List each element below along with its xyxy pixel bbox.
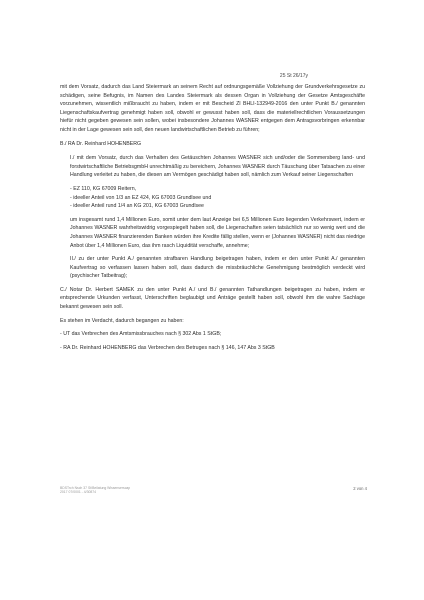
list-item: - EZ 110, KG 67009 Reitern, [70, 185, 137, 192]
paragraph-c: C./ Notar Dr. Herbert SAMEK zu den unter Punkt A./ und B./ genannten Tathandlungen beigetragen zu haben, indem er entsprechende Urkunden verfasst, Unterschriften beglaubigt und Anträge gestellt haben soll, obwohl ihm die wahre Sachlage bekannt gewesen sein soll. [60, 286, 365, 311]
property-list [70, 185, 365, 211]
footer-line: BDSTrch Nsch 37 St/Beilatung Wissenserscap [60, 486, 131, 490]
paragraph-vorsatz: mit dem Vorsatz, dadurch das Land Steiermark an seinem Recht auf ordnungsgemäße Vollziehung der Grundverkehrsgesetze zu schädigen, seine Befugnis, im Namen des Landes Steiermark als dessen Organ in Vollziehung der Gesetze Amtsgeschäfte vorzunehmen, wissentlich mißbraucht zu haben, indem er mit Bescheid Zl BHLI-132949-2016 den unter Punkt B./ genannten Liegenschaftskaufvertrag genehmigt haben soll, obwohl er gewusst haben soll, dass die materiellrechtlichen Voraussetzungen hiefür nicht gegeben gewesen sein sollen, wobei insbesondere Johannes WASNER entgegen dem Antragsvorbringen erkennbar nicht in der Lage gewesen sein soll, den neuen landwirtschaftlichen Betrieb zu führen; [60, 84, 365, 133]
paragraph-suspicion: Es stehen im Verdacht, dadurch begangen zu haben: [60, 317, 184, 324]
footer-file-info [60, 486, 130, 495]
section-heading-b: B./ RA Dr. Reinhard HOHENBERG [60, 140, 142, 147]
list-item: - ideeller Anteil von 1/3 an EZ 424, KG 67003 Grundlsee und [70, 194, 212, 201]
page-number: 2 von 4 [353, 486, 367, 491]
footer-line: 2017 07/0001 - 4/30874 [60, 490, 97, 495]
paragraph-b-i: I./ mit dem Vorsatz, durch das Verhalten des Getäuschten Johannes WASNER sich und/oder die Sommersberg land- und forstwirtschaftliche BetriebsgmbH unrechtmäßig zu bereichern, Johannes WASNER durch Täuschung über Tatsachen zu einer Handlung verleitet zu haben, die diesen am Vermögen geschädigt haben soll, nämlich zum Verkauf seiner Liegenschaften [70, 155, 365, 179]
paragraph-b-ii: II./ zu der unter Punkt A./ genannten strafbaren Handlung beigetragen haben, indem er den unter Punkt A./ genannten Kaufvertrag so verfassen lassen haben soll, dass dadurch die missbräuchliche Genehmigung bestmöglich verdeckt wird (psychischer Tatbeitrag); [70, 256, 365, 280]
paragraph-charge-ut: - UT das Verbrechen des Amtsmissbrauches nach § 302 Abs 1 StGB; [60, 331, 222, 338]
document-body [60, 83, 365, 357]
paragraph-charge-hohenberg: - RA Dr. Reinhard HOHENBERG das Verbrechen des Betruges nach § 146, 147 Abs 3 StGB [60, 344, 275, 351]
case-reference: 25 St 26/17y [279, 73, 308, 79]
list-item: - ideeller Anteil rund 1/4 an KG 201, KG 67003 Grundlsee [70, 203, 204, 210]
paragraph-b-i-cont: um insgesamt rund 1,4 Millionen Euro, somit unter dem laut Anzeige bei 6,5 Millionen Euro liegenden Verkehrswert, indem er Johannes WASNER wahrheitswidrig vorgespiegelt haben soll, die Liegenschaften seien tatsächlich nur so wenig wert und die Johannes WASNER finanzierenden Banken würden ihre Kredite fällig stellen, wenn er (Johannes WASNER) nicht das niedrige Anbot über 1,4 Millionen Euro, das ihm rasch Liquidität verschaffe, annehme; [70, 216, 365, 249]
